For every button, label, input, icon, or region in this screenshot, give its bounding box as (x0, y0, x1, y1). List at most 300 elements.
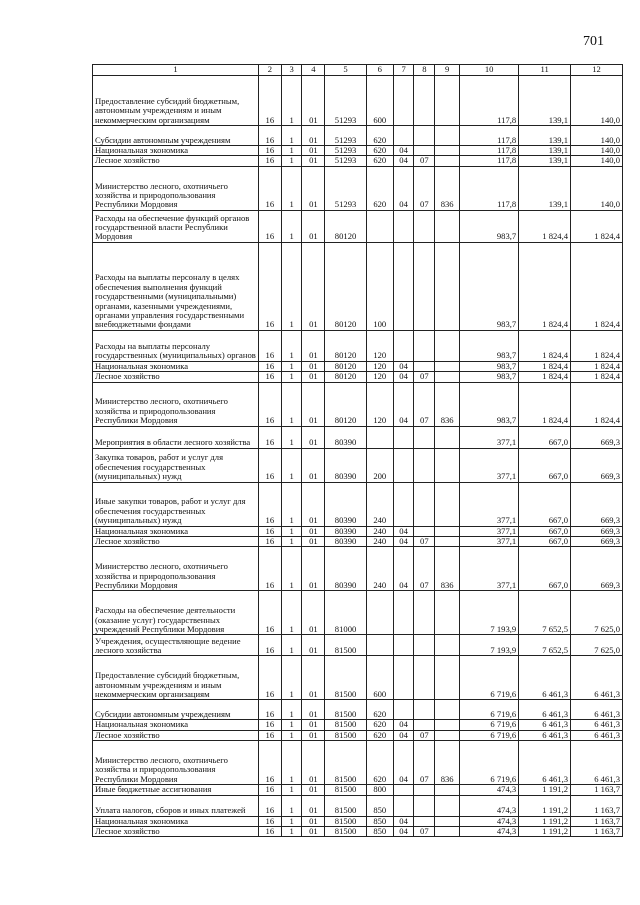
expense-type-cell: 120 (366, 382, 393, 426)
row-name-cell: Министерство лесного, охотничьего хозяйства и природопользования Республики Мордовия (93, 382, 259, 426)
section-cell: 1 (281, 361, 302, 371)
section-cell: 1 (281, 482, 302, 526)
section-cell: 1 (281, 700, 302, 720)
sub-branch-cell (414, 795, 435, 816)
expense-type-cell: 240 (366, 547, 393, 591)
section-cell: 1 (281, 156, 302, 166)
target-article-cell: 81000 (325, 591, 366, 635)
amount-year2-cell: 7 652,5 (519, 591, 571, 635)
ministry-code-cell (435, 448, 460, 482)
target-article-cell: 80390 (325, 526, 366, 536)
target-article-cell: 51293 (325, 156, 366, 166)
amount-year1-cell: 983,7 (460, 361, 519, 371)
amount-year1-cell: 117,8 (460, 166, 519, 210)
ministry-code-cell: 836 (435, 547, 460, 591)
amount-year3-cell: 140,0 (571, 76, 623, 126)
sub-branch-cell: 07 (414, 547, 435, 591)
subsection-cell: 01 (302, 448, 325, 482)
row-name-cell: Субсидии автономным учреждениям (93, 126, 259, 146)
branch-cell (393, 482, 414, 526)
amount-year2-cell: 667,0 (519, 537, 571, 547)
chapter-cell: 16 (258, 146, 281, 156)
subsection-cell: 01 (302, 785, 325, 795)
amount-year2-cell: 6 461,3 (519, 720, 571, 730)
table-row (93, 741, 623, 785)
sub-branch-cell (414, 426, 435, 448)
subsection-cell: 01 (302, 126, 325, 146)
branch-cell (393, 330, 414, 361)
row-name-cell: Предоставление субсидий бюджетным, автономным учреждениям и иным некоммерческим организациям (93, 76, 259, 126)
branch-cell: 04 (393, 827, 414, 837)
branch-cell (393, 126, 414, 146)
chapter-cell: 16 (258, 382, 281, 426)
section-cell: 1 (281, 76, 302, 126)
row-name-cell: Национальная экономика (93, 361, 259, 371)
table-row (93, 166, 623, 210)
expense-type-cell: 120 (366, 330, 393, 361)
column-header: 2 (258, 65, 281, 76)
ministry-code-cell (435, 700, 460, 720)
table-row (93, 330, 623, 361)
section-cell: 1 (281, 827, 302, 837)
row-name-cell: Предоставление субсидий бюджетным, автономным учреждениям и иным некоммерческим организациям (93, 656, 259, 700)
amount-year3-cell: 1 163,7 (571, 827, 623, 837)
column-header: 3 (281, 65, 302, 76)
sub-branch-cell: 07 (414, 537, 435, 547)
target-article-cell: 81500 (325, 700, 366, 720)
chapter-cell: 16 (258, 741, 281, 785)
target-article-cell: 51293 (325, 146, 366, 156)
table-row (93, 547, 623, 591)
sub-branch-cell (414, 76, 435, 126)
chapter-cell: 16 (258, 426, 281, 448)
ministry-code-cell: 836 (435, 166, 460, 210)
ministry-code-cell (435, 426, 460, 448)
subsection-cell: 01 (302, 635, 325, 656)
amount-year1-cell: 377,1 (460, 547, 519, 591)
expense-type-cell: 620 (366, 720, 393, 730)
amount-year2-cell: 6 461,3 (519, 741, 571, 785)
table-row (93, 700, 623, 720)
ministry-code-cell (435, 76, 460, 126)
section-cell: 1 (281, 547, 302, 591)
expense-type-cell: 800 (366, 785, 393, 795)
target-article-cell: 80120 (325, 242, 366, 330)
sub-branch-cell: 07 (414, 156, 435, 166)
ministry-code-cell (435, 210, 460, 242)
chapter-cell: 16 (258, 591, 281, 635)
sub-branch-cell (414, 330, 435, 361)
expense-type-cell: 620 (366, 156, 393, 166)
section-cell: 1 (281, 591, 302, 635)
amount-year3-cell: 1 163,7 (571, 795, 623, 816)
chapter-cell: 16 (258, 635, 281, 656)
chapter-cell: 16 (258, 720, 281, 730)
sub-branch-cell (414, 242, 435, 330)
branch-cell (393, 242, 414, 330)
ministry-code-cell (435, 656, 460, 700)
ministry-code-cell (435, 156, 460, 166)
column-header: 4 (302, 65, 325, 76)
table-row (93, 242, 623, 330)
page-number: 701 (583, 34, 604, 49)
amount-year1-cell: 983,7 (460, 242, 519, 330)
amount-year3-cell: 669,3 (571, 547, 623, 591)
subsection-cell: 01 (302, 537, 325, 547)
amount-year1-cell: 474,3 (460, 785, 519, 795)
sub-branch-cell (414, 210, 435, 242)
subsection-cell: 01 (302, 700, 325, 720)
target-article-cell: 81500 (325, 741, 366, 785)
amount-year2-cell: 1 824,4 (519, 382, 571, 426)
branch-cell: 04 (393, 382, 414, 426)
sub-branch-cell: 07 (414, 730, 435, 740)
branch-cell: 04 (393, 816, 414, 826)
amount-year3-cell: 1 824,4 (571, 382, 623, 426)
chapter-cell: 16 (258, 827, 281, 837)
amount-year2-cell: 1 191,2 (519, 795, 571, 816)
amount-year3-cell: 7 625,0 (571, 635, 623, 656)
amount-year1-cell: 6 719,6 (460, 656, 519, 700)
subsection-cell: 01 (302, 372, 325, 382)
subsection-cell: 01 (302, 330, 325, 361)
amount-year1-cell: 7 193,9 (460, 591, 519, 635)
amount-year1-cell: 983,7 (460, 372, 519, 382)
target-article-cell: 80390 (325, 426, 366, 448)
table-row (93, 635, 623, 656)
chapter-cell: 16 (258, 795, 281, 816)
amount-year3-cell: 140,0 (571, 126, 623, 146)
sub-branch-cell: 07 (414, 741, 435, 785)
ministry-code-cell (435, 816, 460, 826)
ministry-code-cell (435, 720, 460, 730)
ministry-code-cell (435, 785, 460, 795)
row-name-cell: Лесное хозяйство (93, 156, 259, 166)
sub-branch-cell (414, 361, 435, 371)
branch-cell: 04 (393, 372, 414, 382)
amount-year2-cell: 667,0 (519, 448, 571, 482)
table-row (93, 785, 623, 795)
amount-year1-cell: 377,1 (460, 526, 519, 536)
sub-branch-cell (414, 720, 435, 730)
amount-year1-cell: 377,1 (460, 448, 519, 482)
row-name-cell: Расходы на выплаты персоналу государственных (муниципальных) органов (93, 330, 259, 361)
column-header: 7 (393, 65, 414, 76)
table-body (93, 76, 623, 837)
sub-branch-cell (414, 785, 435, 795)
branch-cell (393, 76, 414, 126)
chapter-cell: 16 (258, 126, 281, 146)
ministry-code-cell (435, 795, 460, 816)
target-article-cell: 81500 (325, 720, 366, 730)
subsection-cell: 01 (302, 720, 325, 730)
amount-year2-cell: 139,1 (519, 146, 571, 156)
amount-year2-cell: 667,0 (519, 482, 571, 526)
target-article-cell: 80390 (325, 537, 366, 547)
table-row (93, 210, 623, 242)
expense-type-cell: 850 (366, 827, 393, 837)
row-name-cell: Лесное хозяйство (93, 730, 259, 740)
chapter-cell: 16 (258, 482, 281, 526)
table-row (93, 482, 623, 526)
amount-year2-cell: 139,1 (519, 126, 571, 146)
subsection-cell: 01 (302, 210, 325, 242)
branch-cell: 04 (393, 361, 414, 371)
amount-year1-cell: 6 719,6 (460, 720, 519, 730)
expense-type-cell: 620 (366, 126, 393, 146)
section-cell: 1 (281, 448, 302, 482)
chapter-cell: 16 (258, 210, 281, 242)
row-name-cell: Иные закупки товаров, работ и услуг для обеспечения государственных (муниципальных) нужд (93, 482, 259, 526)
amount-year2-cell: 139,1 (519, 166, 571, 210)
expense-type-cell: 620 (366, 741, 393, 785)
amount-year1-cell: 377,1 (460, 482, 519, 526)
column-header: 8 (414, 65, 435, 76)
subsection-cell: 01 (302, 482, 325, 526)
expense-type-cell: 200 (366, 448, 393, 482)
expense-type-cell: 240 (366, 482, 393, 526)
row-name-cell: Лесное хозяйство (93, 372, 259, 382)
table-row (93, 591, 623, 635)
row-name-cell: Иные бюджетные ассигнования (93, 785, 259, 795)
chapter-cell: 16 (258, 242, 281, 330)
section-cell: 1 (281, 785, 302, 795)
chapter-cell: 16 (258, 361, 281, 371)
expense-type-cell: 850 (366, 816, 393, 826)
section-cell: 1 (281, 146, 302, 156)
sub-branch-cell (414, 526, 435, 536)
section-cell: 1 (281, 741, 302, 785)
sub-branch-cell (414, 816, 435, 826)
chapter-cell: 16 (258, 330, 281, 361)
section-cell: 1 (281, 730, 302, 740)
sub-branch-cell: 07 (414, 827, 435, 837)
sub-branch-cell (414, 656, 435, 700)
section-cell: 1 (281, 382, 302, 426)
section-cell: 1 (281, 166, 302, 210)
amount-year3-cell: 1 824,4 (571, 330, 623, 361)
branch-cell: 04 (393, 156, 414, 166)
chapter-cell: 16 (258, 166, 281, 210)
amount-year2-cell: 1 824,4 (519, 210, 571, 242)
table-row (93, 382, 623, 426)
amount-year3-cell: 6 461,3 (571, 700, 623, 720)
amount-year3-cell: 6 461,3 (571, 741, 623, 785)
amount-year2-cell: 667,0 (519, 547, 571, 591)
amount-year3-cell: 669,3 (571, 448, 623, 482)
ministry-code-cell (435, 635, 460, 656)
ministry-code-cell (435, 591, 460, 635)
ministry-code-cell (435, 482, 460, 526)
amount-year2-cell: 667,0 (519, 426, 571, 448)
target-article-cell: 80120 (325, 210, 366, 242)
table-row (93, 827, 623, 837)
subsection-cell: 01 (302, 547, 325, 591)
amount-year3-cell: 6 461,3 (571, 720, 623, 730)
row-name-cell: Министерство лесного, охотничьего хозяйства и природопользования Республики Мордовия (93, 547, 259, 591)
section-cell: 1 (281, 816, 302, 826)
chapter-cell: 16 (258, 537, 281, 547)
branch-cell (393, 210, 414, 242)
table-row (93, 156, 623, 166)
branch-cell (393, 448, 414, 482)
amount-year3-cell: 1 824,4 (571, 242, 623, 330)
expense-type-cell: 120 (366, 361, 393, 371)
subsection-cell: 01 (302, 76, 325, 126)
amount-year1-cell: 6 719,6 (460, 700, 519, 720)
table-row (93, 526, 623, 536)
expense-type-cell: 620 (366, 730, 393, 740)
table-row (93, 76, 623, 126)
chapter-cell: 16 (258, 448, 281, 482)
target-article-cell: 80120 (325, 361, 366, 371)
subsection-cell: 01 (302, 382, 325, 426)
amount-year1-cell: 7 193,9 (460, 635, 519, 656)
row-name-cell: Субсидии автономным учреждениям (93, 700, 259, 720)
column-header: 5 (325, 65, 366, 76)
branch-cell (393, 426, 414, 448)
target-article-cell: 80390 (325, 448, 366, 482)
amount-year3-cell: 6 461,3 (571, 656, 623, 700)
amount-year3-cell: 7 625,0 (571, 591, 623, 635)
amount-year3-cell: 6 461,3 (571, 730, 623, 740)
amount-year2-cell: 1 824,4 (519, 242, 571, 330)
amount-year1-cell: 117,8 (460, 76, 519, 126)
subsection-cell: 01 (302, 526, 325, 536)
sub-branch-cell: 07 (414, 166, 435, 210)
sub-branch-cell (414, 700, 435, 720)
amount-year3-cell: 669,3 (571, 482, 623, 526)
section-cell: 1 (281, 795, 302, 816)
amount-year2-cell: 6 461,3 (519, 656, 571, 700)
branch-cell: 04 (393, 166, 414, 210)
row-name-cell: Уплата налогов, сборов и иных платежей (93, 795, 259, 816)
ministry-code-cell: 836 (435, 741, 460, 785)
branch-cell: 04 (393, 547, 414, 591)
amount-year1-cell: 983,7 (460, 210, 519, 242)
column-header: 9 (435, 65, 460, 76)
section-cell: 1 (281, 126, 302, 146)
amount-year1-cell: 117,8 (460, 126, 519, 146)
amount-year1-cell: 6 719,6 (460, 730, 519, 740)
amount-year2-cell: 1 824,4 (519, 330, 571, 361)
expense-type-cell: 850 (366, 795, 393, 816)
section-cell: 1 (281, 635, 302, 656)
column-header: 6 (366, 65, 393, 76)
target-article-cell: 81500 (325, 816, 366, 826)
column-header: 11 (519, 65, 571, 76)
expense-type-cell (366, 635, 393, 656)
expense-type-cell: 600 (366, 656, 393, 700)
amount-year2-cell: 1 824,4 (519, 372, 571, 382)
row-name-cell: Расходы на обеспечение функций органов государственной власти Республики Мордовия (93, 210, 259, 242)
branch-cell: 04 (393, 526, 414, 536)
subsection-cell: 01 (302, 730, 325, 740)
subsection-cell: 01 (302, 426, 325, 448)
section-cell: 1 (281, 242, 302, 330)
row-name-cell: Учреждения, осуществляющие ведение лесного хозяйства (93, 635, 259, 656)
amount-year2-cell: 667,0 (519, 526, 571, 536)
row-name-cell: Национальная экономика (93, 816, 259, 826)
target-article-cell: 51293 (325, 76, 366, 126)
chapter-cell: 16 (258, 76, 281, 126)
branch-cell (393, 591, 414, 635)
amount-year1-cell: 117,8 (460, 156, 519, 166)
section-cell: 1 (281, 526, 302, 536)
subsection-cell: 01 (302, 816, 325, 826)
amount-year3-cell: 1 824,4 (571, 361, 623, 371)
branch-cell: 04 (393, 720, 414, 730)
branch-cell (393, 785, 414, 795)
target-article-cell: 81500 (325, 656, 366, 700)
subsection-cell: 01 (302, 166, 325, 210)
table-row (93, 361, 623, 371)
amount-year3-cell: 669,3 (571, 426, 623, 448)
subsection-cell: 01 (302, 827, 325, 837)
table-row (93, 816, 623, 826)
subsection-cell: 01 (302, 741, 325, 785)
sub-branch-cell (414, 635, 435, 656)
ministry-code-cell (435, 330, 460, 361)
target-article-cell: 80120 (325, 382, 366, 426)
expense-type-cell: 100 (366, 242, 393, 330)
subsection-cell: 01 (302, 361, 325, 371)
row-name-cell: Расходы на выплаты персоналу в целях обеспечения выполнения функций государственными (муниципальными) органами, казенными учреждениями, органами управления государственными внебюджетными фондами (93, 242, 259, 330)
row-name-cell: Расходы на обеспечение деятельности (оказание услуг) государственных учреждений Республики Мордовия (93, 591, 259, 635)
section-cell: 1 (281, 656, 302, 700)
column-header: 12 (571, 65, 623, 76)
amount-year2-cell: 7 652,5 (519, 635, 571, 656)
amount-year2-cell: 1 191,2 (519, 827, 571, 837)
budget-table (92, 64, 623, 837)
branch-cell: 04 (393, 741, 414, 785)
target-article-cell: 81500 (325, 827, 366, 837)
ministry-code-cell (435, 730, 460, 740)
row-name-cell: Лесное хозяйство (93, 827, 259, 837)
target-article-cell: 80390 (325, 547, 366, 591)
branch-cell: 04 (393, 537, 414, 547)
ministry-code-cell (435, 146, 460, 156)
expense-type-cell: 620 (366, 700, 393, 720)
amount-year3-cell: 140,0 (571, 156, 623, 166)
amount-year3-cell: 1 163,7 (571, 816, 623, 826)
chapter-cell: 16 (258, 785, 281, 795)
section-cell: 1 (281, 330, 302, 361)
section-cell: 1 (281, 426, 302, 448)
target-article-cell: 51293 (325, 126, 366, 146)
ministry-code-cell (435, 361, 460, 371)
amount-year2-cell: 139,1 (519, 156, 571, 166)
subsection-cell: 01 (302, 591, 325, 635)
table-row (93, 426, 623, 448)
section-cell: 1 (281, 720, 302, 730)
section-cell: 1 (281, 537, 302, 547)
amount-year3-cell: 1 824,4 (571, 372, 623, 382)
ministry-code-cell (435, 537, 460, 547)
branch-cell: 04 (393, 730, 414, 740)
column-header: 1 (93, 65, 259, 76)
sub-branch-cell: 07 (414, 372, 435, 382)
section-cell: 1 (281, 210, 302, 242)
amount-year3-cell: 1 163,7 (571, 785, 623, 795)
chapter-cell: 16 (258, 372, 281, 382)
target-article-cell: 81500 (325, 785, 366, 795)
amount-year1-cell: 117,8 (460, 146, 519, 156)
amount-year2-cell: 1 824,4 (519, 361, 571, 371)
sub-branch-cell (414, 591, 435, 635)
table-row (93, 720, 623, 730)
amount-year3-cell: 140,0 (571, 146, 623, 156)
